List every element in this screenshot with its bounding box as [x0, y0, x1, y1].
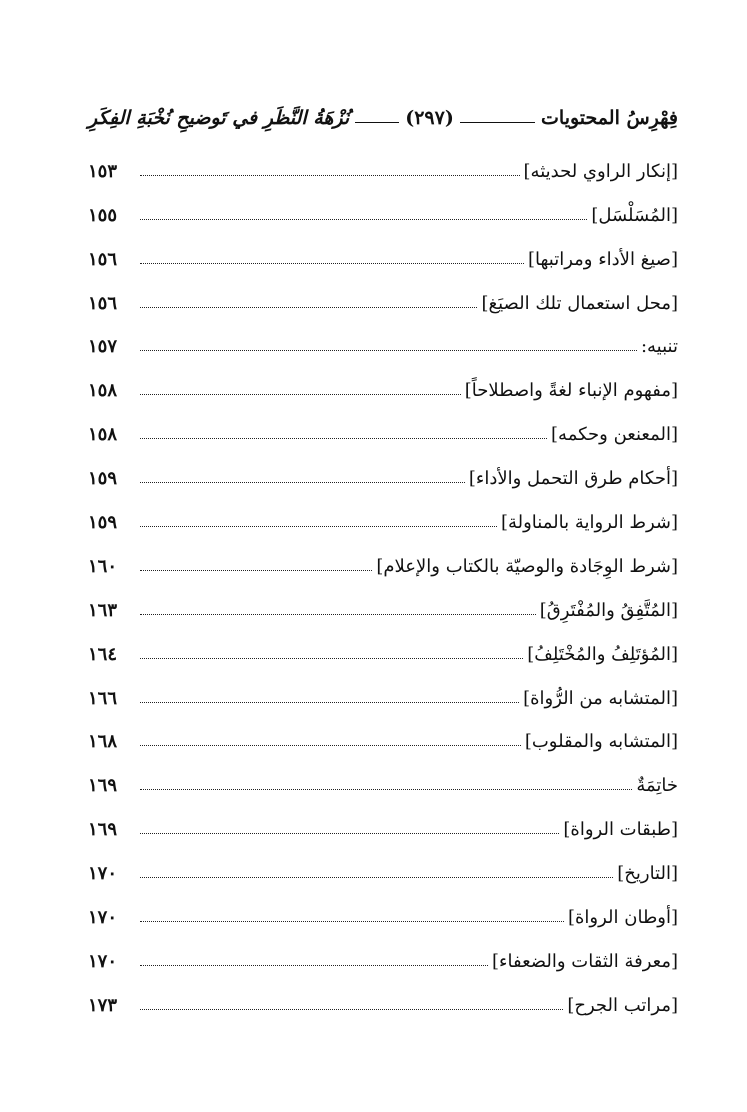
toc-entry-title: تنبيه: — [640, 336, 678, 358]
toc-entry-page: ١٥٦ — [88, 292, 118, 314]
dot-leader — [140, 833, 559, 834]
dot-leader — [140, 438, 547, 439]
toc-entry-page: ١٥٧ — [88, 336, 118, 358]
toc-entry — [88, 357, 678, 401]
dot-leader — [140, 175, 520, 176]
toc-entry-title: [طبقات الرواة] — [563, 819, 678, 841]
table-of-contents — [88, 138, 678, 1016]
toc-entry-page: ١٧٠ — [88, 907, 118, 929]
toc-entry-title: [شرط الرواية بالمناولة] — [500, 512, 678, 534]
toc-entry — [88, 314, 678, 358]
page-number: (٢٩٧) — [405, 107, 454, 129]
dot-leader — [140, 658, 523, 659]
dot-leader — [140, 219, 587, 220]
toc-entry — [88, 489, 678, 533]
toc-entry-page: ١٥٣ — [88, 160, 118, 182]
dot-leader — [140, 263, 524, 264]
toc-entry-title: [المعنعن وحكمه] — [551, 424, 678, 446]
toc-entry-page: ١٥٩ — [88, 512, 118, 534]
toc-entry-page: ١٧٠ — [88, 863, 118, 885]
dot-leader — [140, 745, 521, 746]
section-title: فِهْرِسُ المحتويات — [541, 107, 678, 129]
toc-entry-page: ١٦٦ — [88, 687, 118, 709]
toc-entry-page: ١٥٨ — [88, 424, 118, 446]
toc-entry-title: [التاريخ] — [617, 863, 678, 885]
toc-entry — [88, 840, 678, 884]
toc-entry-title: [المتشابه من الرُّواة] — [523, 687, 678, 709]
toc-entry — [88, 226, 678, 270]
toc-entry-page: ١٥٥ — [88, 204, 118, 226]
header-rule — [355, 122, 399, 123]
toc-entry — [88, 445, 678, 489]
toc-entry — [88, 972, 678, 1016]
toc-entry-page: ١٥٩ — [88, 468, 118, 490]
toc-entry — [88, 796, 678, 840]
toc-entry-page: ١٦٤ — [88, 643, 118, 665]
toc-entry — [88, 138, 678, 182]
toc-entry-title: خاتِمَةٌ — [636, 775, 678, 797]
toc-entry-page: ١٦٩ — [88, 775, 118, 797]
toc-entry-page: ١٦٨ — [88, 731, 118, 753]
dot-leader — [140, 526, 497, 527]
toc-entry-page: ١٦٩ — [88, 819, 118, 841]
toc-entry — [88, 665, 678, 709]
dot-leader — [140, 307, 477, 308]
toc-entry-title: [أحكام طرق التحمل والأداء] — [468, 468, 678, 490]
toc-entry-title: [مراتب الجرح] — [567, 994, 678, 1016]
dot-leader — [140, 789, 632, 790]
dot-leader — [140, 614, 536, 615]
dot-leader — [140, 1009, 563, 1010]
toc-entry-title: [صيغ الأداء ومراتبها] — [527, 248, 678, 270]
toc-entry-page: ١٥٨ — [88, 380, 118, 402]
dot-leader — [140, 482, 465, 483]
toc-entry-title: [أوطان الرواة] — [567, 907, 678, 929]
dot-leader — [140, 877, 613, 878]
dot-leader — [140, 921, 564, 922]
toc-entry-title: [إنكار الراوي لحديثه] — [523, 160, 678, 182]
toc-entry — [88, 270, 678, 314]
header-rule — [460, 122, 535, 123]
toc-entry-title: [المُتَّفِقُ والمُفْتَرِقُ] — [539, 599, 678, 621]
toc-entry-title: [المتشابه والمقلوب] — [524, 731, 678, 753]
toc-entry — [88, 533, 678, 577]
toc-entry-title: [المُؤتَلِفُ والمُخْتَلِفُ] — [527, 643, 678, 665]
dot-leader — [140, 394, 461, 395]
toc-entry — [88, 928, 678, 972]
dot-leader — [140, 965, 488, 966]
toc-entry — [88, 401, 678, 445]
toc-entry-page: ١٧٣ — [88, 994, 118, 1016]
dot-leader — [140, 702, 519, 703]
toc-entry-page: ١٦٠ — [88, 555, 118, 577]
toc-entry — [88, 621, 678, 665]
toc-entry-title: [مفهوم الإنباء لغةً واصطلاحاً] — [464, 380, 678, 402]
toc-entry-title: [محل استعمال تلك الصيَغ] — [481, 292, 678, 314]
book-title: نُزْهَةُ النَّظَرِ في تَوضيحِ نُخْبَةِ الفِكَرِ — [88, 107, 350, 129]
toc-entry — [88, 884, 678, 928]
toc-entry-page: ١٥٦ — [88, 248, 118, 270]
toc-entry-title: [معرفة الثقات والضعفاء] — [492, 950, 678, 972]
toc-entry — [88, 577, 678, 621]
toc-entry-page: ١٧٠ — [88, 950, 118, 972]
toc-entry-title: [شرط الوِجَادة والوصيّة بالكتاب والإعلام] — [376, 555, 678, 577]
running-header — [88, 88, 678, 128]
dot-leader — [140, 350, 637, 351]
toc-entry — [88, 709, 678, 753]
toc-entry — [88, 182, 678, 226]
toc-entry-page: ١٦٣ — [88, 599, 118, 621]
dot-leader — [140, 570, 372, 571]
toc-entry — [88, 752, 678, 796]
toc-entry-title: [المُسَلْسَل] — [591, 204, 678, 226]
